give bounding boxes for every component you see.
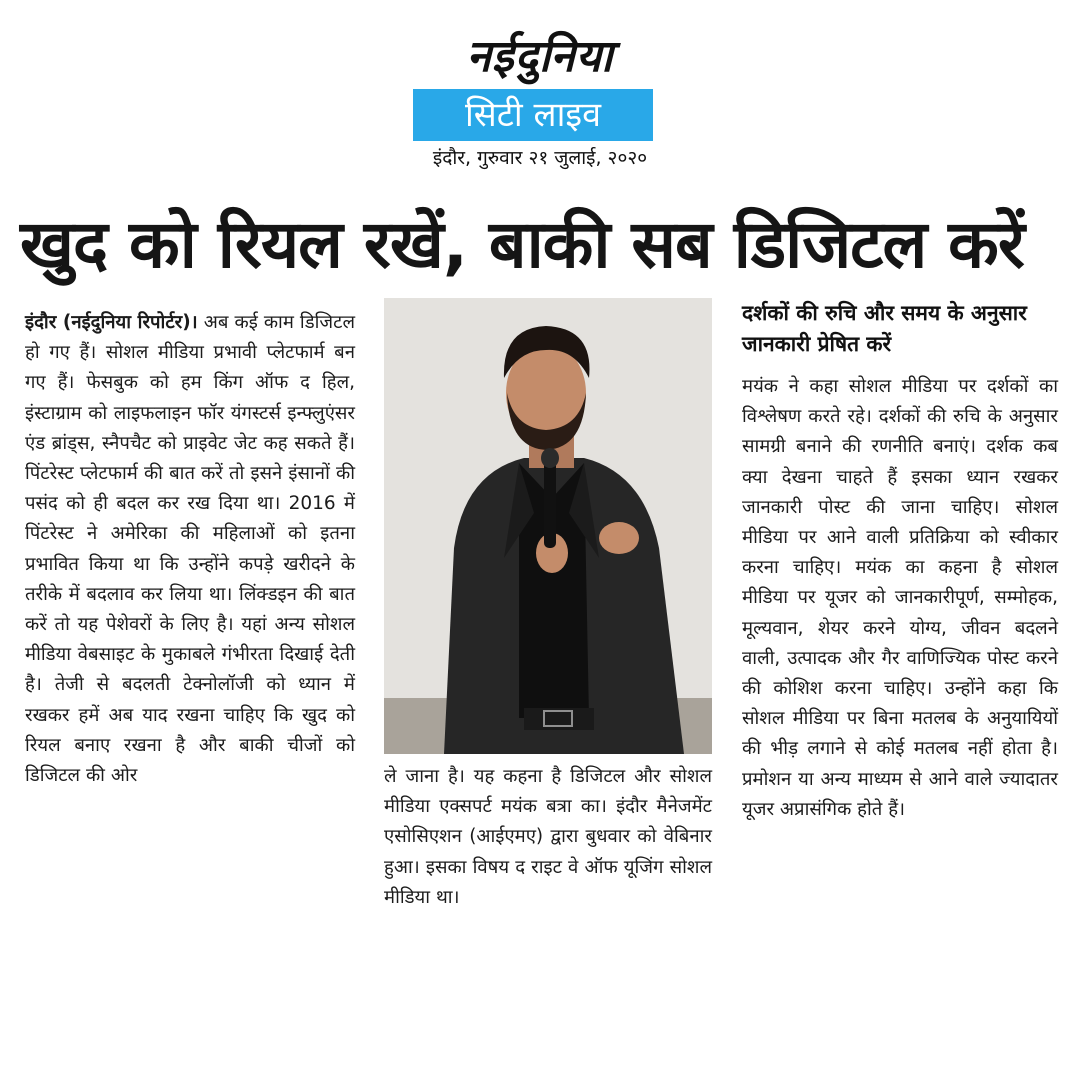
- masthead: [0, 30, 1080, 84]
- speaker-photo-illustration: [384, 298, 712, 754]
- article-column-middle: ले जाना है। यह कहना है डिजिटल और सोशल मीडिया एक्सपर्ट मयंक बत्रा का। इंदौर मैनेजमेंट एसोसिएशन (आईएमए) द्वारा बुधवार को वेबिनार हुआ। इसका विषय द राइट वे ऑफ यूजिंग सोशल मीडिया था।: [384, 766, 712, 908]
- article-column-left: [25, 308, 355, 791]
- newspaper-logo: नईदुनिया: [466, 31, 614, 82]
- dateline: इंदौर, गुरुवार २१ जुलाई, २०२०: [432, 147, 648, 169]
- byline: इंदौर (नईदुनिया रिपोर्टर)।: [25, 312, 198, 333]
- article-body-left: अब कई काम डिजिटल हो गए हैं। सोशल मीडिया प्रभावी प्लेटफार्म बन गए हैं। फेसबुक को हम किंग ऑफ द हिल, इंस्टाग्राम को लाइफलाइन फॉर यंगस्टर्स इन्फ्लुएंसर एंड ब्रांड्स, स्नैपचैट को प्राइवेट जेट कह सकते हैं। पिंटरेस्ट प्लेटफार्म की बात करें तो इसने इंसानों की पसंद को ही बदल कर रख दिया था। 2016 में पिंटरेस्ट ने अमेरिका की महिलाओं को इतना प्रभावित किया था कि उन्होंने कपड़े खरीदने के तरीके में बदलाव कर लिया था। लिंक्डइन की बात करें तो यह पेशेवरों के लिए है। यहां अन्य सोशल मीडिया वेबसाइट के मुकाबले गंभीरता दिखाई देती है। तेजी से बदलती टेक्नोलॉजी को ध्यान में रखकर हमें अब याद रखना चाहिए कि खुद को रियल बनाए रखना है और बाकी चीजों को डिजिटल की ओर: [25, 312, 355, 787]
- section-banner: सिटी लाइव: [413, 89, 653, 141]
- article-column-right: मयंक ने कहा सोशल मीडिया पर दर्शकों का विश्लेषण करते रहे। दर्शकों की रुचि के अनुसार सामग्री बनाने की रणनीति बनाएं। दर्शक कब क्या देखना चाहते हैं इसका ध्यान रखकर जानकारी पोस्ट की जाना चाहिए। सोशल मीडिया पर आने वाली प्रतिक्रिया को स्वीकार करना चाहिए। मयंक का कहना है सोशल मीडिया पर यूजर को जानकारीपूर्ण, सम्मोहक, मूल्यवान, शेयर करने योग्य, जीवन बदलने वाली, उत्पादक और गैर वाणिज्यिक पोस्ट करने की कोशिश करना चाहिए। उन्होंने कहा कि सोशल मीडिया पर बिना मतलब के अनुयायियों की भीड़ लगाने से कोई मतलब नहीं होता है। प्रमोशन या अन्य माध्यम से आने वाले ज्यादातर यूजर अप्रासंगिक होते हैं।: [742, 376, 1058, 820]
- speaker-photo: [384, 298, 712, 754]
- article-subheading: दर्शकों की रुचि और समय के अनुसार जानकारी प्रेषित करें: [742, 301, 1027, 356]
- article-headline: खुद को रियल रखें, बाकी सब डिजिटल करें: [20, 206, 1024, 283]
